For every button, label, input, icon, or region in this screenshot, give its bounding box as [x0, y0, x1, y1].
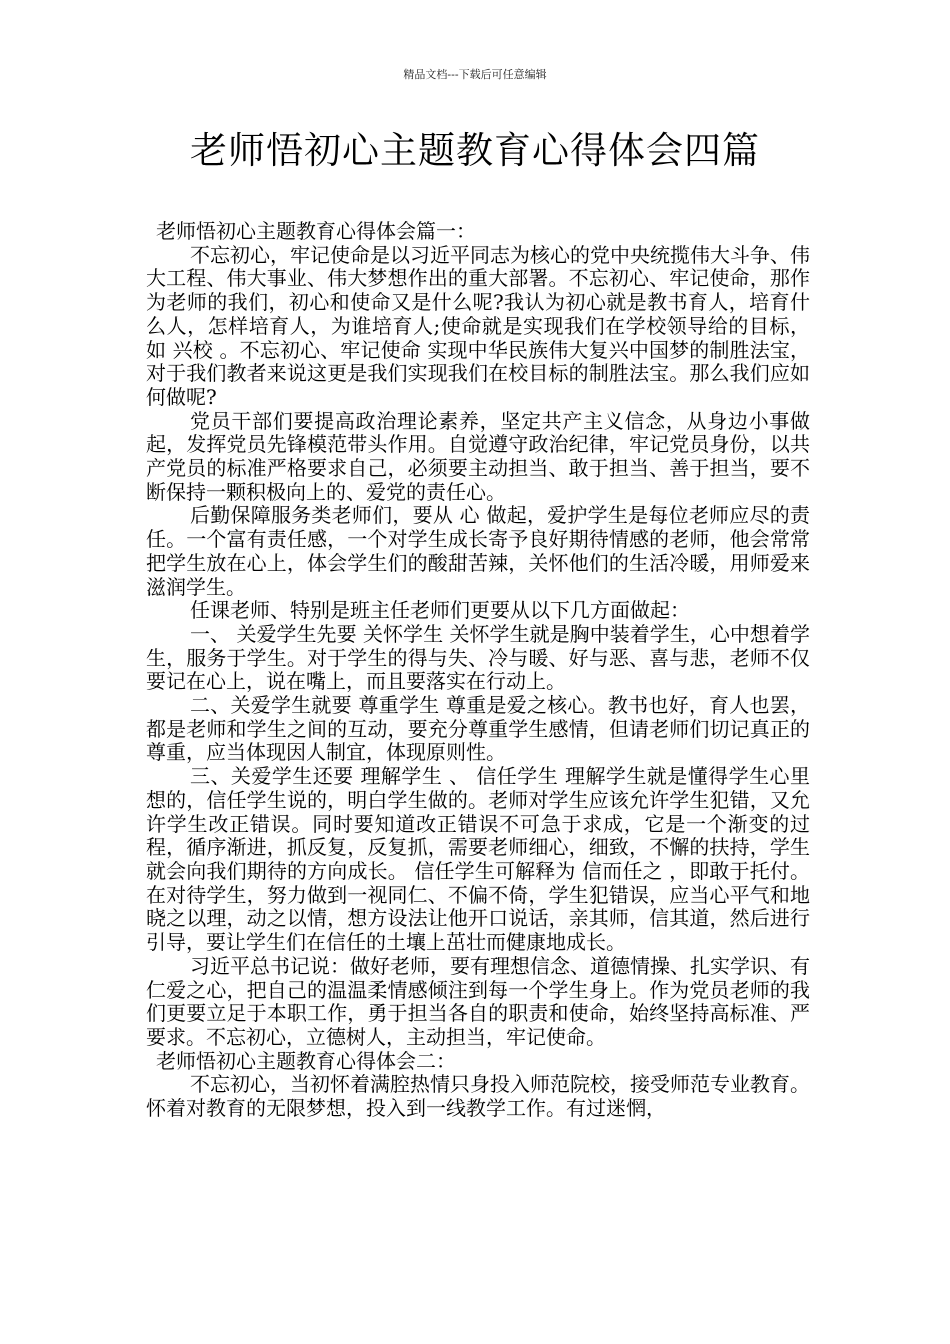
paragraph: 二、关爱学生就要 尊重学生 尊重是爱之核心。教书也好，育人也罢，都是老师和学生之间的互动，要充分尊重学生感情，但请老师们切记真正的尊重，应当体现因人制宜，体现原则性。 — [146, 693, 810, 765]
document-title: 老师悟初心主题教育心得体会四篇 — [190, 129, 760, 172]
section-heading: 老师悟初心主题教育心得体会二： — [156, 1048, 456, 1073]
paragraph: 一、 关爱学生先要 关怀学生 关怀学生就是胸中装着学生，心中想着学生，服务于学生。对于学生的得与失、冷与暖、好与恶、喜与悲，老师不仅要记在心上，说在嘴上，而且要落实在行动上。 — [146, 621, 810, 694]
paragraph: 后勤保障服务类老师们，要从 心 做起，爱护学生是每位老师应尽的责任。一个富有责任感，一个对学生成长寄予良好期待情感的老师，他会常常把学生放在心上，体会学生们的酸甜苦辣，关怀他们的生活冷暖，用师爱来滋润学生。 — [146, 503, 810, 599]
paragraph: 不忘初心，当初怀着满腔热情只身投入师范院校，接受师范专业教育。怀着对教育的无限梦想，投入到一线教学工作。有过迷惘， — [146, 1072, 810, 1121]
section-heading: 老师悟初心主题教育心得体会篇一： — [156, 219, 476, 243]
paragraph: 党员干部们要提高政治理论素养，坚定共产主义信念，从身边小事做起，发挥党员先锋模范带头作用。自觉遵守政治纪律，牢记党员身份，以共产党员的标准严格要求自己，必须要主动担当、敢于担当、善于担当，要不断保持一颗积极向上的、爱党的责任心。 — [146, 408, 810, 504]
document-body — [146, 220, 810, 1121]
paragraph: 任课老师、特别是班主任老师们更要从以下几方面做起： — [190, 598, 690, 623]
paragraph: 不忘初心，牢记使命是以习近平同志为核心的党中央统揽伟大斗争、伟大工程、伟大事业、伟大梦想作出的重大部署。不忘初心、牢记使命，那作为老师的我们，初心和使命又是什么呢?我认为初心就是教书育人，培育什么人，怎样培育人，为谁培育人;使命就是实现我们在学校领导给的目标，如 兴校 。不忘初心、牢记使命 实现中华民族伟大复兴中国梦的制胜法宝，对于我们教者来说这更是我们实现我们在校目标的制胜法宝。那么我们应如何做呢? — [146, 242, 810, 409]
header-note: 精品文档---下载后可任意编辑 — [403, 68, 547, 81]
paragraph: 三、关爱学生还要 理解学生 、 信任学生 理解学生就是懂得学生心里想的，信任学生说的，明白学生做的。老师对学生应该允许学生犯错，又允许学生改正错误。同时要知道改正错误不可急于求成，它是一个渐变的过程，循序渐进，抓反复，反复抓，需要老师细心，细致，不懈的扶持，学生就会向我们期待的方向成长。 信任学生可解释为 信而任之 ，即敢于托付。在对待学生，努力做到一视同仁、不偏不倚，学生犯错误，应当心平气和地晓之以理，动之以情，想方设法让他开口说话，亲其师，信其道，然后进行引导，要让学生们在信任的土壤上茁壮而健康地成长。 — [146, 764, 810, 955]
paragraph: 习近平总书记说：做好老师，要有理想信念、道德情操、扎实学识、有仁爱之心，把自己的温温柔情感倾注到每一个学生身上。作为党员老师的我们更要立足于本职工作，勇于担当各自的职责和使命，始终坚持高标准、严要求。不忘初心，立德树人，主动担当，牢记使命。 — [146, 953, 810, 1049]
